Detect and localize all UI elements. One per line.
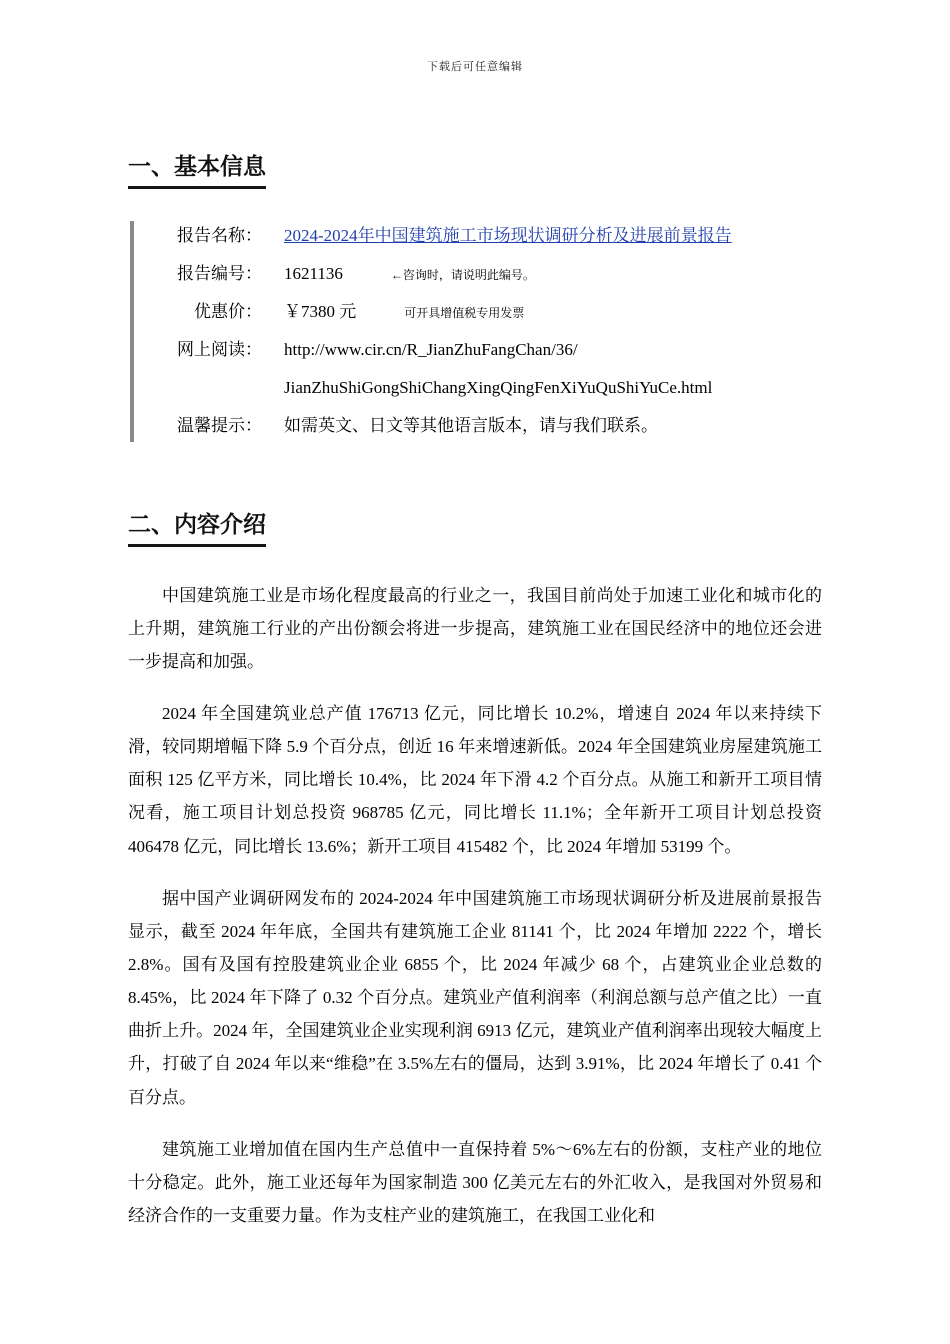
info-row-report-name xyxy=(152,225,822,248)
report-number-note: ←咨询时，请说明此编号。 xyxy=(390,267,535,282)
price-label: 优惠价： xyxy=(194,301,262,321)
section2-heading-text: 二、内容介绍 xyxy=(128,506,266,547)
content-paragraph-3: 据中国产业调研网发布的 2024-2024 年中国建筑施工市场现状调研分析及进展前景报告显示，截至 2024 年年底，全国共有建筑施工企业 81141 个，比 2024 年增加 2222 个，增长 2.8%。国有及国有控股建筑业企业 6855 个，比 2024 年减少 68 个，占建筑业企业总数的 8.45%，比 2024 年下降了 0.32 个百分点。建筑业产值利润率（利润总额与总产值之比）一直曲折上升。2024 年，全国建筑业企业实现利润 6913 亿元，建筑业产值利润率出现较大幅度上升，打破了自 2024 年以来“维稳”在 3.5%左右的僵局，达到 3.91%，比 2024 年增长了 0.41 个百分点。 xyxy=(128,888,822,1107)
report-name-label: 报告名称： xyxy=(177,226,262,245)
price-value: ￥7380 元 xyxy=(284,301,357,321)
info-row-report-number xyxy=(152,263,822,286)
content-paragraph-4: 建筑施工业增加值在国内生产总值中一直保持着 5%～6%左右的份额，支柱产业的地位十分稳定。此外，施工业还每年为国家制造 300 亿美元左右的外汇收入，是我国对外贸易和经济合作的一支重要力量。作为支柱产业的建筑施工，在我国工业化和 xyxy=(128,1139,822,1226)
online-read-url-line2[interactable]: JianZhuShiGongShiChangXingQingFenXiYuQuShiYuCe.html xyxy=(284,377,713,397)
online-read-url xyxy=(284,339,712,400)
content-paragraph-1: 中国建筑施工业是市场化程度最高的行业之一，我国目前尚处于加速工业化和城市化的上升期，建筑施工行业的产出份额会将进一步提高，建筑施工业在国民经济中的地位还会进一步提高和加强。 xyxy=(128,585,822,671)
tip-label: 温馨提示： xyxy=(177,415,262,435)
report-number-label: 报告编号： xyxy=(177,263,262,283)
section1-heading xyxy=(128,148,822,189)
watermark-note: 下载后可任意编辑 xyxy=(427,61,523,73)
online-read-url-line1[interactable]: http://www.cir.cn/R_JianZhuFangChan/36/ xyxy=(284,339,578,359)
content-paragraph-2: 2024 年全国建筑业总产值 176713 亿元，同比增长 10.2%，增速自 2024 年以来持续下滑，较同期增幅下降 5.9 个百分点，创近 16 年来增速新低。2024 年全国建筑业房屋建筑施工面积 125 亿平方米，同比增长 10.4%，比 2024 年下滑 4.2 个百分点。从施工和新开工项目情况看，施工项目计划总投资 968785 亿元，同比增长 11.1%；全年新开工项目计划总投资 406478 亿元，同比增长 13.6%；新开工项目 415482 个，比 2024 年增加 53199 个。 xyxy=(128,704,822,856)
info-row-price xyxy=(152,301,822,324)
price-note: 可开具增值税专用发票 xyxy=(404,305,525,320)
section1-heading-text: 一、基本信息 xyxy=(128,148,266,189)
online-read-label: 网上阅读： xyxy=(177,339,262,359)
tip-value: 如需英文、日文等其他语言版本，请与我们联系。 xyxy=(284,415,658,435)
info-row-online-read xyxy=(152,339,822,400)
section2-heading xyxy=(128,506,822,547)
report-title-link[interactable]: 2024-2024年中国建筑施工市场现状调研分析及进展前景报告 xyxy=(284,226,732,245)
info-row-tip xyxy=(152,415,822,438)
report-info-block xyxy=(130,221,822,442)
report-number-value: 1621136 xyxy=(284,263,343,283)
